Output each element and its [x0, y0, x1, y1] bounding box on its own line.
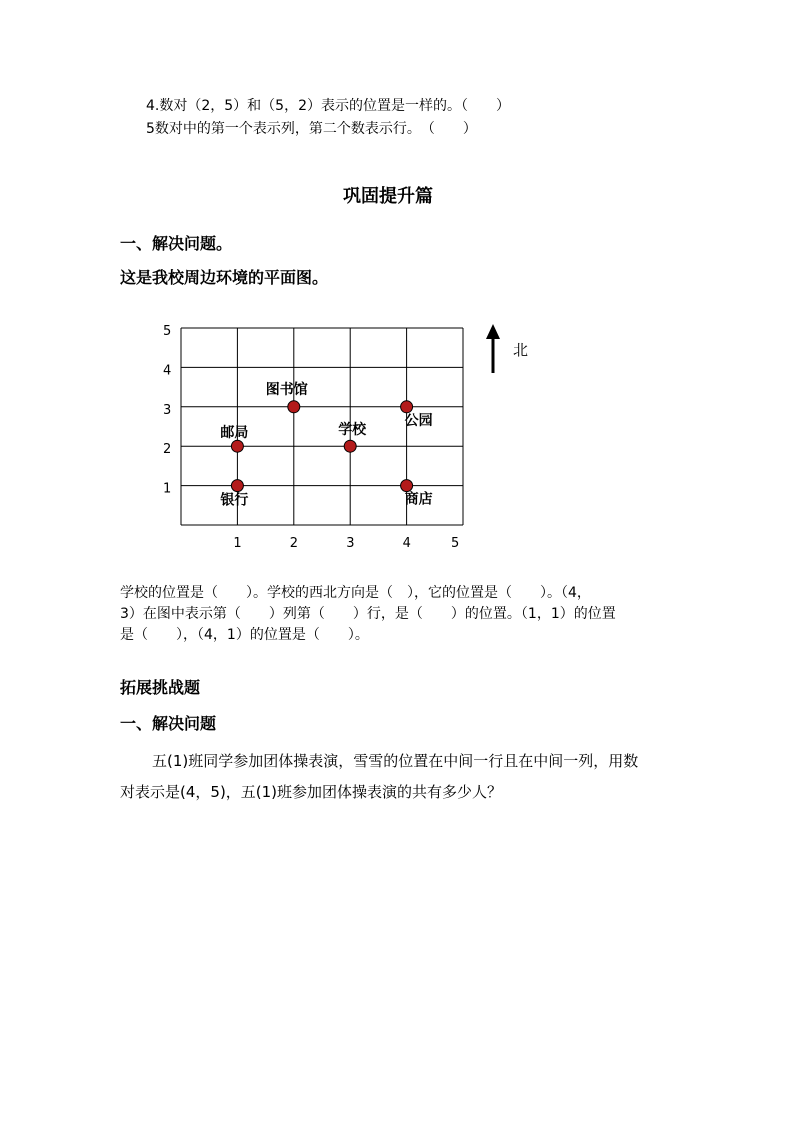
part1-heading: 一、解决问题。	[120, 234, 233, 253]
north-label: 北	[513, 341, 529, 359]
x-tick-label: 1	[233, 536, 242, 551]
challenge-title: 拓展挑战题	[120, 678, 201, 697]
y-tick-label: 4	[163, 363, 172, 379]
map-point-marker	[401, 480, 413, 492]
map-point-label: 邮局	[220, 425, 249, 442]
judgement-4: 4.数对（2，5）和（5，2）表示的位置是一样的。（ ）	[146, 98, 510, 114]
axis-ticks	[163, 324, 459, 551]
map-point-label: 银行	[220, 492, 249, 509]
x-tick-label: 3	[346, 536, 355, 551]
y-tick-label: 1	[163, 481, 172, 497]
section-title: 巩固提升篇	[343, 186, 433, 207]
x-tick-label: 4	[402, 536, 411, 551]
north-arrow	[486, 324, 500, 373]
x-tick-label: 5	[451, 536, 460, 551]
x-tick-label: 2	[289, 536, 299, 551]
y-tick-label: 3	[163, 402, 172, 418]
map-point-marker	[231, 440, 243, 452]
map-point-label: 商店	[404, 491, 433, 508]
y-tick-label: 5	[163, 324, 172, 339]
map-point-marker	[231, 480, 243, 492]
part1-question-line-1: 学校的位置是（ ）。学校的西北方向是（ ），它的位置是（ ）。（4，	[120, 585, 591, 601]
part1-question-line-2: 3）在图中表示第（ ）列第（ ）行，是（ ）的位置。（1，1）的位置	[120, 606, 616, 622]
map-point-label: 公园	[404, 412, 433, 429]
map-points	[220, 381, 432, 509]
map-point-marker	[401, 401, 413, 413]
location-grid-map	[0, 300, 793, 570]
part2-line-1: 五(1)班同学参加团体操表演，雪雪的位置在中间一行且在中间一列，用数	[152, 752, 639, 770]
part1-intro: 这是我校周边环境的平面图。	[120, 268, 329, 287]
y-tick-label: 2	[163, 442, 172, 458]
map-point-marker	[344, 440, 356, 452]
map-point-label: 学校	[338, 422, 367, 439]
map-point-marker	[288, 401, 300, 413]
part2-line-2: 对表示是(4，5)，五(1)班参加团体操表演的共有多少人？	[120, 783, 503, 801]
part2-heading: 一、解决问题	[120, 714, 217, 733]
part1-question-line-3: 是（ ），（4，1）的位置是（ ）。	[120, 627, 369, 643]
judgement-5: 5数对中的第一个表示列，第二个数表示行。 （ ）	[146, 121, 477, 137]
map-point-label: 图书馆	[265, 381, 308, 398]
